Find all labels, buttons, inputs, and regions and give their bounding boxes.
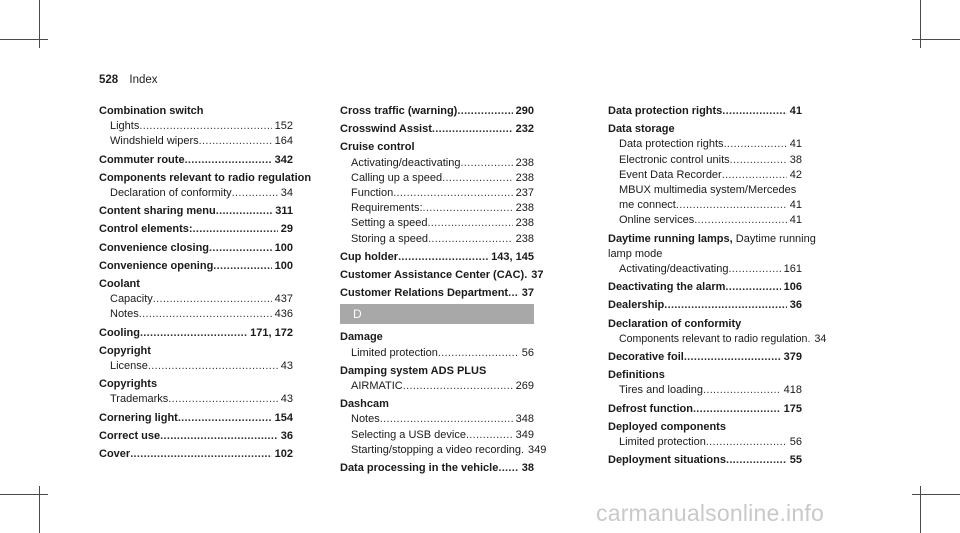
entry-subitem: me connect bbox=[619, 199, 676, 212]
entry-subitem: Notes bbox=[351, 413, 380, 426]
entry-subitem: Function bbox=[351, 187, 394, 200]
page-ref: 436 bbox=[274, 308, 293, 321]
entry-subitem: Selecting a USB device bbox=[351, 428, 466, 441]
entry-subitem: Trademarks bbox=[110, 393, 169, 406]
entry-heading: Convenience opening bbox=[99, 259, 214, 272]
crop-mark bbox=[912, 39, 960, 40]
page-ref: 290 bbox=[515, 105, 534, 117]
entry-heading: Daytime running lamps, bbox=[608, 232, 733, 245]
entry-heading: Cornering light bbox=[99, 411, 178, 424]
index-entry[interactable] bbox=[99, 411, 293, 426]
entry-subitem: Requirements: bbox=[351, 202, 423, 215]
page-ref: 43 bbox=[280, 393, 293, 406]
index-entry[interactable] bbox=[99, 204, 293, 219]
index-entry[interactable] bbox=[608, 104, 802, 119]
page-ref: 349 bbox=[515, 428, 534, 441]
entry-subitem: AIRMATIC bbox=[351, 380, 403, 393]
index-entry[interactable] bbox=[99, 259, 293, 274]
page-header bbox=[99, 74, 158, 86]
page-ref: 38 bbox=[521, 462, 534, 475]
index-entry[interactable] bbox=[99, 429, 293, 444]
page-ref: 143, 145 bbox=[491, 250, 534, 263]
entry-heading: Deactivating the alarm bbox=[608, 281, 726, 294]
entry-subitem: Online services bbox=[619, 214, 695, 227]
page-ref: 41 bbox=[789, 138, 802, 151]
page-ref: 36 bbox=[789, 299, 802, 312]
index-entry[interactable] bbox=[99, 447, 293, 462]
entry-subitem: Notes bbox=[110, 308, 139, 321]
entry-subitem: Storing a speed bbox=[351, 232, 429, 245]
entry-heading: Components relevant to radio regulation bbox=[99, 171, 312, 184]
page-ref: 379 bbox=[783, 351, 802, 364]
page-ref: 34 bbox=[814, 332, 827, 345]
entry-heading: Dealership bbox=[608, 299, 665, 312]
crop-mark bbox=[39, 0, 40, 48]
page-ref: 29 bbox=[280, 223, 293, 236]
index-entry[interactable] bbox=[608, 402, 802, 417]
entry-heading: Control elements: bbox=[99, 223, 193, 236]
index-entry[interactable] bbox=[608, 122, 802, 228]
section-letter-d: D bbox=[340, 304, 534, 324]
index-entry[interactable] bbox=[340, 140, 534, 246]
index-entry[interactable] bbox=[99, 241, 293, 256]
page-ref: 238 bbox=[515, 171, 534, 184]
index-entry[interactable] bbox=[340, 461, 534, 476]
index-entry[interactable] bbox=[340, 122, 534, 137]
entry-heading: Damping system ADS PLUS bbox=[340, 364, 487, 377]
page-ref: 102 bbox=[274, 448, 293, 461]
entry-heading: Customer Relations Department bbox=[340, 287, 509, 300]
index-column-3 bbox=[608, 104, 827, 471]
entry-subitem: Event Data Recorder bbox=[619, 168, 722, 181]
index-entry[interactable] bbox=[99, 326, 293, 341]
index-entry[interactable] bbox=[340, 286, 534, 301]
entry-heading: Decorative foil bbox=[608, 351, 684, 364]
crop-mark bbox=[920, 0, 921, 48]
entry-heading: Cooling bbox=[99, 326, 140, 339]
index-entry[interactable] bbox=[608, 317, 827, 347]
page-ref: 154 bbox=[274, 411, 293, 424]
index-entry[interactable] bbox=[99, 377, 293, 407]
page-ref: 311 bbox=[275, 205, 293, 218]
page-ref: 55 bbox=[789, 454, 802, 467]
page-ref: 43 bbox=[280, 360, 293, 373]
page-ref: 37 bbox=[531, 269, 544, 282]
entry-subitem: Capacity bbox=[110, 293, 153, 306]
entry-heading: Definitions bbox=[608, 369, 665, 382]
index-entry[interactable] bbox=[99, 277, 293, 323]
page-ref: 100 bbox=[274, 241, 293, 254]
entry-subitem: Lights bbox=[110, 120, 140, 133]
page-ref: 348 bbox=[515, 413, 534, 426]
entry-heading: Content sharing menu bbox=[99, 205, 216, 218]
entry-heading: Data protection rights bbox=[608, 105, 723, 117]
entry-heading: Cruise control bbox=[340, 141, 415, 154]
entry-heading: Convenience closing bbox=[99, 241, 210, 254]
entry-subitem: Limited protection bbox=[619, 436, 706, 449]
entry-heading: Deployed components bbox=[608, 420, 726, 433]
page-ref: 42 bbox=[789, 168, 802, 181]
entry-heading: Damage bbox=[340, 331, 383, 344]
index-entry[interactable] bbox=[608, 298, 802, 313]
index-entry[interactable] bbox=[340, 330, 534, 360]
page-ref: 269 bbox=[515, 380, 534, 393]
entry-heading: Data processing in the vehicle bbox=[340, 462, 499, 475]
index-group-d bbox=[340, 330, 547, 476]
crop-mark bbox=[0, 39, 48, 40]
entry-subitem: Windshield wipers bbox=[110, 135, 199, 148]
entry-subitem: Electronic control units bbox=[619, 153, 730, 166]
page-ref: 342 bbox=[274, 153, 293, 166]
page-ref: 161 bbox=[783, 263, 802, 276]
index-entry[interactable] bbox=[99, 222, 293, 237]
entry-heading: Copyright bbox=[99, 344, 151, 357]
entry-heading: Copyrights bbox=[99, 378, 158, 391]
watermark: carmanualsonline.info bbox=[596, 500, 824, 526]
page-ref: 100 bbox=[274, 259, 293, 272]
entry-heading: Coolant bbox=[99, 278, 140, 291]
page-ref: 171, 172 bbox=[250, 326, 293, 339]
page-ref: 41 bbox=[789, 105, 802, 117]
entry-subitem: Declaration of conformity bbox=[110, 187, 232, 200]
entry-subitem: License bbox=[110, 360, 148, 373]
page-ref: 349 bbox=[528, 443, 547, 456]
page-ref: 152 bbox=[274, 120, 293, 133]
entry-subitem: MBUX multimedia system/Mercedes bbox=[619, 184, 797, 197]
entry-heading-continued: lamp mode bbox=[608, 247, 663, 260]
index-entry[interactable] bbox=[608, 453, 802, 468]
page-ref: 437 bbox=[274, 293, 293, 306]
page-ref: 38 bbox=[789, 153, 802, 166]
entry-heading: Crosswind Assist bbox=[340, 123, 432, 136]
index-entry[interactable] bbox=[340, 364, 534, 394]
page-ref: 37 bbox=[521, 287, 534, 300]
page-ref: 418 bbox=[783, 384, 802, 397]
page-ref: 106 bbox=[783, 281, 802, 294]
page-ref: 41 bbox=[789, 199, 802, 212]
index-column-1 bbox=[99, 104, 312, 465]
entry-heading: Correct use bbox=[99, 429, 161, 442]
entry-subitem: Setting a speed bbox=[351, 217, 428, 230]
page-title: Index bbox=[129, 74, 158, 86]
entry-subitem: Activating/deactivating bbox=[619, 263, 729, 276]
index-group-c-continued bbox=[340, 104, 544, 301]
entry-heading-rest: Daytime running bbox=[732, 232, 816, 245]
index-entry[interactable] bbox=[608, 232, 816, 278]
index-entry[interactable] bbox=[99, 171, 312, 201]
page-ref: 238 bbox=[515, 232, 534, 245]
entry-heading: Commuter route bbox=[99, 153, 185, 166]
index-column-2 bbox=[340, 104, 547, 479]
page-ref: 175 bbox=[783, 402, 802, 415]
entry-heading: Data storage bbox=[608, 123, 675, 136]
index-entry[interactable] bbox=[608, 280, 802, 295]
entry-heading: Defrost function bbox=[608, 402, 693, 415]
entry-subitem: Limited protection bbox=[351, 346, 438, 359]
crop-mark bbox=[912, 494, 960, 495]
index-entry[interactable] bbox=[608, 350, 802, 365]
index-entry[interactable] bbox=[99, 153, 293, 168]
entry-subitem: Data protection rights bbox=[619, 138, 724, 151]
index-entry[interactable] bbox=[608, 420, 802, 450]
page-number: 528 bbox=[99, 74, 119, 86]
entry-heading: Deployment situations bbox=[608, 454, 726, 467]
page-ref: 238 bbox=[515, 202, 534, 215]
index-entry[interactable] bbox=[340, 397, 547, 458]
entry-subitem: Starting/stopping a video recording bbox=[351, 443, 521, 456]
entry-subitem: Activating/deactivating bbox=[351, 156, 461, 169]
entry-heading: Cover bbox=[99, 448, 131, 461]
index-entry[interactable] bbox=[608, 368, 802, 398]
page-ref: 36 bbox=[280, 429, 293, 442]
entry-subitem: Tires and loading bbox=[619, 384, 703, 397]
entry-heading: Cross traffic (warning) bbox=[340, 105, 458, 117]
entry-subitem: Calling up a speed bbox=[351, 171, 443, 184]
entry-heading: Cup holder bbox=[340, 250, 399, 263]
entry-heading: Declaration of conformity bbox=[608, 317, 742, 330]
entry-heading: Dashcam bbox=[340, 398, 389, 411]
entry-heading: Combination switch bbox=[99, 105, 204, 117]
page-ref: 56 bbox=[789, 436, 802, 449]
index-entry[interactable] bbox=[340, 268, 544, 283]
page-ref: 237 bbox=[515, 187, 534, 200]
page-ref: 34 bbox=[280, 187, 293, 200]
crop-mark bbox=[0, 494, 48, 495]
entry-heading: Customer Assistance Center (CAC) bbox=[340, 269, 525, 282]
entry-subitem: Components relevant to radio regulation bbox=[619, 332, 808, 345]
page-ref: 238 bbox=[515, 156, 534, 169]
page-ref: 164 bbox=[274, 135, 293, 148]
page-ref: 232 bbox=[515, 123, 534, 136]
index-entry[interactable] bbox=[99, 344, 293, 374]
page-ref: 56 bbox=[521, 346, 534, 359]
page-ref: 41 bbox=[789, 214, 802, 227]
index-entry[interactable] bbox=[99, 104, 293, 150]
index-entry[interactable] bbox=[340, 250, 534, 265]
page-ref: 238 bbox=[515, 217, 534, 230]
index-entry[interactable] bbox=[340, 104, 534, 119]
